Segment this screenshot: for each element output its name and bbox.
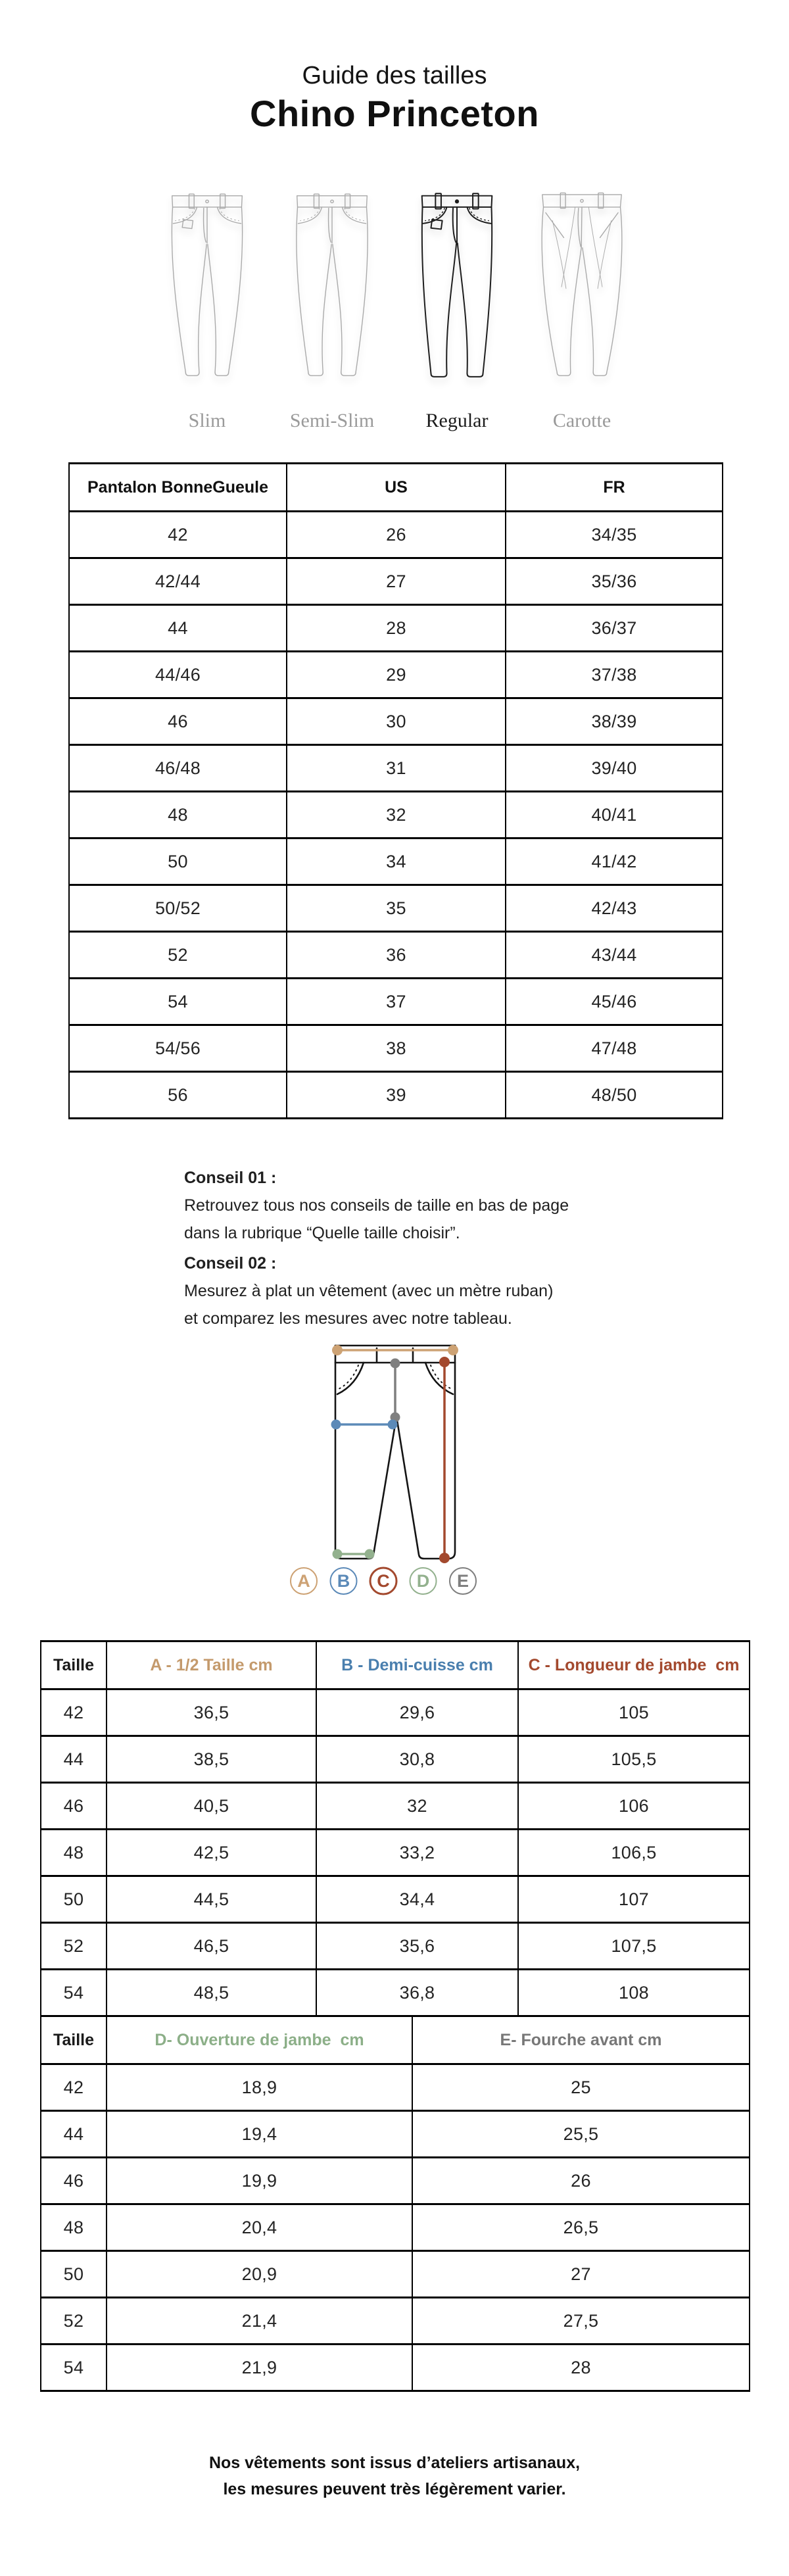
table-row — [41, 1923, 750, 1970]
table-header-row — [69, 464, 723, 512]
table-cell: 50 — [41, 1876, 107, 1923]
tip1-title: Conseil 01 : — [184, 1169, 277, 1187]
measure-letter-b: B — [337, 1571, 350, 1591]
table-cell: 54 — [41, 2345, 107, 2391]
table-cell: 30 — [287, 698, 506, 745]
pant-regular-icon — [400, 174, 514, 397]
guide-subtitle: Guide des tailles — [302, 62, 487, 89]
table-row — [69, 885, 723, 932]
table-cell: 42 — [41, 2064, 107, 2111]
measurements-table-abc — [40, 1640, 750, 2017]
table-cell: 107,5 — [518, 1923, 750, 1970]
table-row — [69, 1072, 723, 1119]
table-row — [41, 1783, 750, 1830]
table-cell: 105,5 — [518, 1736, 750, 1783]
table-row — [41, 1689, 750, 1736]
table-cell: 32 — [287, 792, 506, 838]
table-cell: 34,4 — [316, 1876, 518, 1923]
table-cell: 47/48 — [506, 1025, 723, 1072]
measure-line-d — [333, 1549, 375, 1559]
table-row — [41, 2345, 750, 2391]
table-cell: 19,9 — [107, 2158, 412, 2204]
fit-option-carotte — [519, 174, 644, 432]
table-cell: 36,5 — [107, 1689, 316, 1736]
table-row — [69, 698, 723, 745]
column-header: Pantalon BonneGueule — [69, 464, 287, 512]
fit-option-regular — [394, 174, 519, 432]
fit-label-carotte: Carotte — [552, 410, 611, 431]
table-row — [41, 1830, 750, 1876]
table-cell: 46 — [41, 1783, 107, 1830]
table-cell: 37/38 — [506, 652, 723, 698]
table-cell: 30,8 — [316, 1736, 518, 1783]
table-cell: 54 — [41, 1970, 107, 2016]
table-cell: 52 — [41, 2298, 107, 2345]
measure-line-e — [391, 1359, 400, 1422]
table-row — [69, 1025, 723, 1072]
table-cell: 36/37 — [506, 605, 723, 652]
table-cell: 46/48 — [69, 745, 287, 792]
table-row — [69, 652, 723, 698]
fit-label-slim: Slim — [188, 410, 226, 431]
measure-badge-d — [410, 1568, 437, 1594]
table-cell: 38/39 — [506, 698, 723, 745]
table-cell: 106 — [518, 1783, 750, 1830]
column-header-taille: Taille — [41, 1641, 107, 1689]
size-conversion-table — [68, 462, 723, 1119]
table-cell: 35/36 — [506, 558, 723, 605]
table-cell: 25,5 — [412, 2111, 750, 2158]
table-cell: 54/56 — [69, 1025, 287, 1072]
footer-line2: les mesures peuvent très légèrement varier. — [223, 2480, 566, 2498]
table-cell: 52 — [69, 932, 287, 979]
table-cell: 44 — [69, 605, 287, 652]
footer-line1: Nos vêtements sont issus d’ateliers artisanaux, — [208, 2454, 581, 2472]
table-cell: 26,5 — [412, 2204, 750, 2251]
table-cell: 50/52 — [69, 885, 287, 932]
pant-slim-icon — [151, 174, 264, 397]
measure-table1-body — [41, 1689, 750, 2016]
footer-note — [0, 2450, 789, 2502]
product-title: Chino Princeton — [250, 93, 539, 134]
table-cell: 27 — [287, 558, 506, 605]
column-header-a: A - 1/2 Taille cm — [107, 1641, 316, 1689]
measurements-tables — [40, 1640, 749, 2392]
measure-letter-c: C — [377, 1571, 390, 1591]
table-row — [41, 1970, 750, 2016]
table-cell: 54 — [69, 979, 287, 1025]
table-cell: 48/50 — [506, 1072, 723, 1119]
measure-badge-c — [370, 1568, 396, 1594]
table-row — [41, 2204, 750, 2251]
table-cell: 50 — [41, 2251, 107, 2298]
table-cell: 29,6 — [316, 1689, 518, 1736]
table-cell: 45/46 — [506, 979, 723, 1025]
measure-badge-b — [331, 1568, 357, 1594]
table-cell: 19,4 — [107, 2111, 412, 2158]
table-row — [69, 512, 723, 558]
header — [0, 0, 789, 135]
pant-semi-slim-icon — [275, 174, 389, 397]
measure-badge-e — [450, 1568, 476, 1594]
table-cell: 40/41 — [506, 792, 723, 838]
table-row — [41, 1736, 750, 1783]
table-cell: 39 — [287, 1072, 506, 1119]
fit-option-semi-slim — [270, 174, 394, 432]
table-cell: 35 — [287, 885, 506, 932]
column-header-d: D- Ouverture de jambe cm — [107, 2016, 412, 2064]
table-cell: 41/42 — [506, 838, 723, 885]
table-cell: 42,5 — [107, 1830, 316, 1876]
table-cell: 38,5 — [107, 1736, 316, 1783]
measure-letter-a: A — [297, 1571, 310, 1591]
measurements-table-de — [40, 2015, 750, 2392]
tip1-line1: Retrouvez tous nos conseils de taille en bas de page — [184, 1196, 569, 1215]
table-row — [69, 979, 723, 1025]
measure-letter-d: D — [416, 1571, 430, 1591]
table-cell: 32 — [316, 1783, 518, 1830]
fit-label-regular: Regular — [425, 410, 489, 431]
table-row — [69, 745, 723, 792]
table-cell: 25 — [412, 2064, 750, 2111]
column-header: US — [287, 464, 506, 512]
table-cell: 27,5 — [412, 2298, 750, 2345]
measure-line-b — [331, 1420, 398, 1430]
table-cell: 26 — [287, 512, 506, 558]
table-cell: 20,4 — [107, 2204, 412, 2251]
table-cell: 42 — [41, 1689, 107, 1736]
table-cell: 50 — [69, 838, 287, 885]
measure-letter-e: E — [456, 1571, 469, 1591]
pant-carotte-icon — [525, 174, 638, 397]
table-cell: 21,4 — [107, 2298, 412, 2345]
table-cell: 108 — [518, 1970, 750, 2016]
table-cell: 38 — [287, 1025, 506, 1072]
table-cell: 46 — [41, 2158, 107, 2204]
table-cell: 44/46 — [69, 652, 287, 698]
table-cell: 105 — [518, 1689, 750, 1736]
table-row — [41, 2251, 750, 2298]
table-cell: 48 — [41, 1830, 107, 1876]
table-row — [41, 2298, 750, 2345]
table-cell: 42 — [69, 512, 287, 558]
column-header-e: E- Fourche avant cm — [412, 2016, 750, 2064]
table-row — [69, 838, 723, 885]
table-cell: 52 — [41, 1923, 107, 1970]
table-cell: 27 — [412, 2251, 750, 2298]
table-row — [69, 605, 723, 652]
tip1-line2: dans la rubrique “Quelle taille choisir”. — [184, 1224, 460, 1242]
table-cell: 36 — [287, 932, 506, 979]
table-row — [41, 1876, 750, 1923]
table-cell: 28 — [412, 2345, 750, 2391]
fit-label-semi-slim: Semi-Slim — [289, 410, 375, 431]
table-cell: 42/43 — [506, 885, 723, 932]
table-cell: 21,9 — [107, 2345, 412, 2391]
table-cell: 34 — [287, 838, 506, 885]
table-row — [69, 932, 723, 979]
column-header-taille: Taille — [41, 2016, 107, 2064]
tips-section — [184, 1164, 644, 1332]
table-row — [69, 558, 723, 605]
table-cell: 56 — [69, 1072, 287, 1119]
table-cell: 44,5 — [107, 1876, 316, 1923]
table-cell: 46,5 — [107, 1923, 316, 1970]
table-cell: 48 — [41, 2204, 107, 2251]
table-cell: 40,5 — [107, 1783, 316, 1830]
table-row — [41, 2158, 750, 2204]
table-cell: 20,9 — [107, 2251, 412, 2298]
column-header: FR — [506, 464, 723, 512]
tip2-line1: Mesurez à plat un vêtement (avec un mètre ruban) — [184, 1282, 554, 1300]
measurement-diagram-svg — [289, 1343, 500, 1598]
table-cell: 29 — [287, 652, 506, 698]
table-row — [41, 2064, 750, 2111]
table-cell: 48,5 — [107, 1970, 316, 2016]
measurement-diagram — [289, 1343, 500, 1598]
measure-table2-body — [41, 2064, 750, 2391]
fit-figures-row — [0, 174, 789, 432]
table-cell: 37 — [287, 979, 506, 1025]
table-cell: 31 — [287, 745, 506, 792]
table-row — [69, 792, 723, 838]
measure-badge-a — [291, 1568, 317, 1594]
table-cell: 48 — [69, 792, 287, 838]
table-cell: 107 — [518, 1876, 750, 1923]
column-header-c: C - Longueur de jambe cm — [518, 1641, 750, 1689]
tip2-title: Conseil 02 : — [184, 1254, 277, 1273]
table-cell: 42/44 — [69, 558, 287, 605]
measure-line-c — [439, 1357, 450, 1563]
size-table-body — [69, 512, 723, 1119]
tip2-line2: et comparez les mesures avec notre tableau. — [184, 1309, 512, 1328]
table-cell: 43/44 — [506, 932, 723, 979]
table-header-row — [41, 1641, 750, 1689]
table-cell: 18,9 — [107, 2064, 412, 2111]
table-cell: 26 — [412, 2158, 750, 2204]
table-cell: 34/35 — [506, 512, 723, 558]
table-header-row — [41, 2016, 750, 2064]
table-cell: 33,2 — [316, 1830, 518, 1876]
table-cell: 28 — [287, 605, 506, 652]
table-row — [41, 2111, 750, 2158]
column-header-b: B - Demi-cuisse cm — [316, 1641, 518, 1689]
table-cell: 106,5 — [518, 1830, 750, 1876]
measure-line-a — [332, 1345, 458, 1355]
table-cell: 36,8 — [316, 1970, 518, 2016]
fit-option-slim — [145, 174, 270, 432]
table-cell: 44 — [41, 1736, 107, 1783]
table-cell: 39/40 — [506, 745, 723, 792]
table-cell: 46 — [69, 698, 287, 745]
table-cell: 35,6 — [316, 1923, 518, 1970]
table-cell: 44 — [41, 2111, 107, 2158]
